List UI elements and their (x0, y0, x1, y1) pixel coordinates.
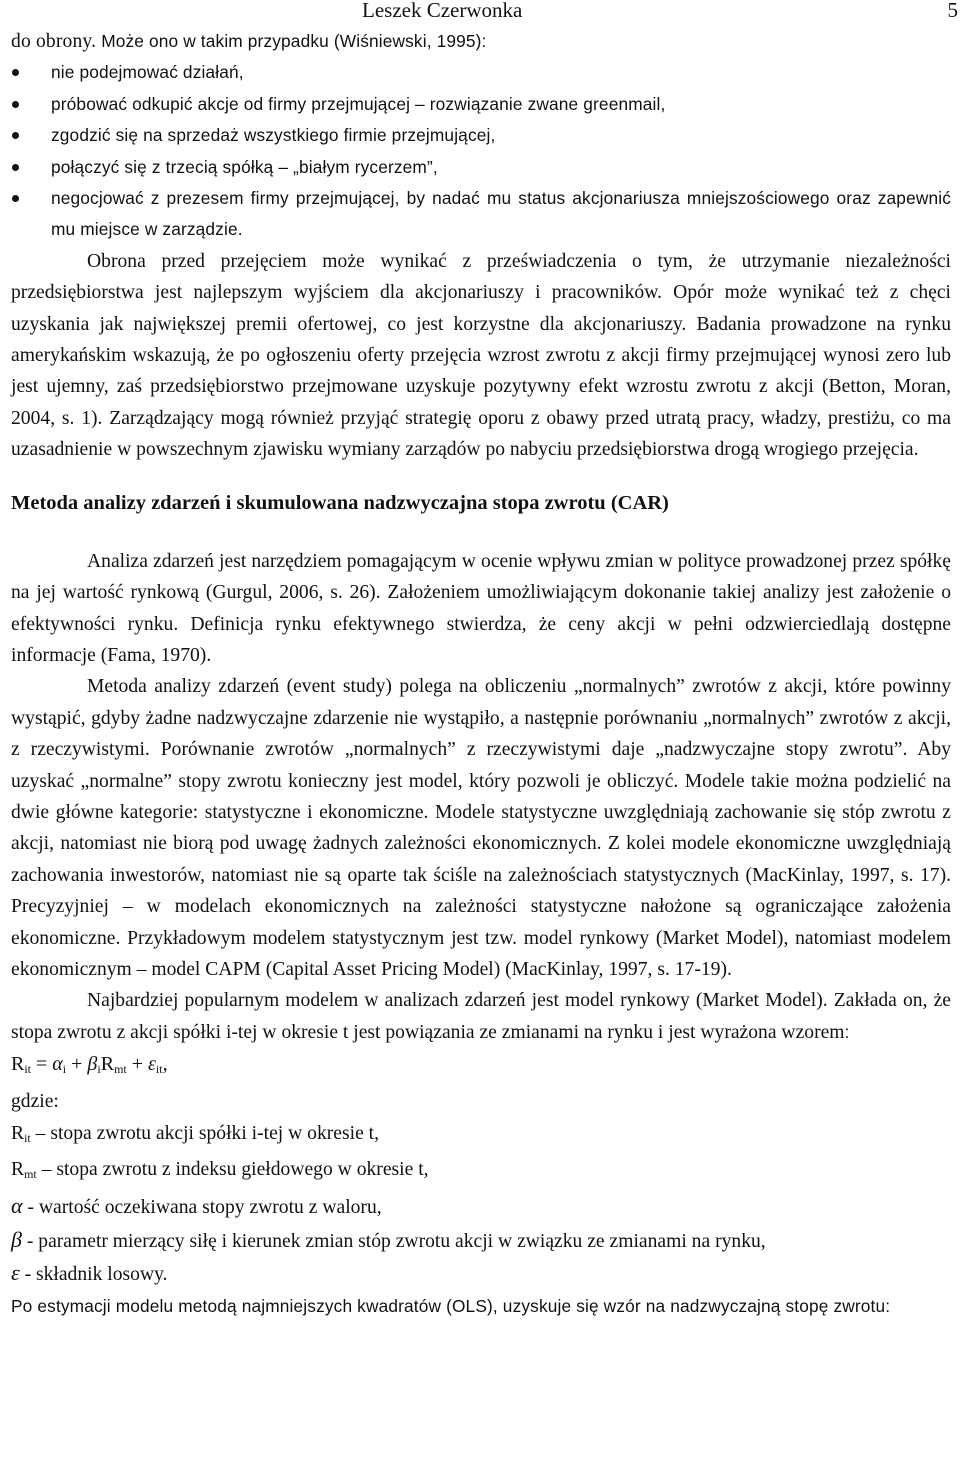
formula-eq: = (31, 1053, 53, 1076)
list-item (11, 89, 951, 120)
bullet-icon (12, 195, 19, 202)
list-item (11, 152, 951, 183)
definition-beta (11, 1224, 951, 1257)
list-item-text: połączyć się z trzecią spółką – „białym rycerzem”, (51, 156, 438, 177)
bullet-icon (12, 69, 19, 76)
definition-text: - składnik losowy. (19, 1264, 168, 1286)
formula-sub-i: i (62, 1062, 67, 1077)
paragraph-obrona: Obrona przed przejęciem może wynikać z przeświadczenia o tym, że utrzymanie niezależności przedsiębiorstwa jest najlepszym wyjściem dla akcjonariuszy i pracowników. Opór może wynikać też z chęci uzyskania jak największej premii ofertowej, co jest korzystne dla akcjonariuszy. Badania prowadzone na rynku amerykańskim wskazują, że po ogłoszeniu oferty przejęcia wzrost zwrotu z akcji firmy przejmującej wynosi zero lub jest ujemny, zaś przedsiębiorstwo przejmowane uzyskuje pozytywny efekt wzrostu zwrotu z akcji (Betton, Moran, 2004, s. 1). Zarządzający mogą również przyjąć strategię oporu z obawy przed utratą pracy, władzy, prestiżu, co ma uzasadnienie w powszechnym zjawisku wymiany zarządów po nabyciu przedsiębiorstwa drogą wrogiego przejęcia. (11, 250, 951, 461)
definition-text: - wartość oczekiwana stopy zwrotu z waloru, (22, 1197, 382, 1219)
intro-sans-text: Może ono w takim przypadku (Wiśniewski, 1995): (101, 31, 487, 51)
section-heading: Metoda analizy zdarzeń i skumulowana nadzwyczajna stopa zwrotu (CAR) (11, 491, 669, 514)
list-item (11, 183, 951, 246)
formula-sub-it: it (24, 1062, 32, 1077)
formula-r2: R (100, 1053, 115, 1076)
epsilon-symbol: ε (11, 1260, 20, 1286)
definition-text: - parametr mierzący siłę i kierunek zmian stóp zwrotu akcji w związku ze zmianami na rynku, (21, 1230, 766, 1252)
header-author: Leszek Czerwonka (362, 0, 523, 22)
running-header (11, 0, 958, 26)
definition-text: – stopa zwrotu akcji spółki i-tej w okresie t, (30, 1122, 380, 1144)
definition-subscript: it (24, 1130, 31, 1145)
definition-symbol: R (11, 1122, 25, 1144)
list-item-text: nie podejmować działań, (51, 62, 244, 83)
formula-beta: β (87, 1053, 98, 1076)
bullet-icon (12, 164, 19, 171)
paragraph-metoda: Metoda analizy zdarzeń (event study) polega na obliczeniu „normalnych” zwrotów z akcji, które powinny wystąpić, gdyby żadne nadzwyczajne zdarzenie nie wystąpiło, a następnie porównaniu „normalnych” zwrotów z akcji, z rzeczywistymi. Porównanie zwrotów „normalnych” z rzeczywistymi daje „nadzwyczajne stopy zwrotu”. Aby uzyskać „normalne” stopy zwrotu konieczny jest model, który pozwoli je obliczyć. Modele takie można podzielić na dwie główne kategorie: statystyczne i ekonomiczne. Modele statystyczne uwzględniają zachowanie się stóp zwrotu z akcji, natomiast nie biorą pod uwagę żadnych zależności ekonomicznych. Z kolei modele ekonomiczne uwzględniają zachowania inwestorów, natomiast nie są oparte tak ściśle na zależnościach statystycznych (MacKinlay, 1997, s. 17). Precyzyjniej – w modelach ekonomicznych na zależności statystyczne nałożone są ograniczające założenia ekonomiczne. Przykładowym modelem statystycznym jest tzw. model rynkowy (Market Model), natomiast modelem ekonomicznym – model CAPM (Capital Asset Pricing Model) (MacKinlay, 1997, s. 17-19). (11, 676, 951, 980)
paragraph-final: Po estymacji modelu metodą najmniejszych kwadratów (OLS), uzyskuje się wzór na nadzwyczajną stopę zwrotu: (11, 1295, 891, 1316)
formula-plus2: + (126, 1053, 149, 1076)
list-item (11, 57, 951, 88)
formula-r: R (11, 1053, 25, 1076)
definition-symbol: R (11, 1159, 25, 1180)
bullet-icon (12, 132, 19, 139)
list-item-text: zgodzić się na sprzedaż wszystkiego firmie przejmującej, (51, 125, 496, 146)
intro-line (11, 26, 951, 57)
paragraph-najbardziej-text: Najbardziej popularnym modelem w analizach zdarzeń jest model rynkowy (Market Model). Zakłada on, że stopa zwrotu z akcji spółki i-tej w okresie t jest powiązania ze zmianami na rynku i jest wyrażona wzorem (11, 990, 951, 1043)
formula-plus: + (66, 1053, 88, 1076)
formula-sub-mt: mt (114, 1062, 127, 1077)
paragraph-analiza: Analiza zdarzeń jest narzędziem pomagającym w ocenie wpływu zmian w polityce prowadzonej przez spółkę na jej wartość rynkową (Gurgul, 2006, s. 26). Założeniem umożliwiającym dokonanie takiej analizy jest założenie o efektywności rynku. Definicja rynku efektywnego stwierdza, że ceny akcji w pełni odzwierciedlają dostępne informacje (Fama, 1970). (11, 550, 951, 666)
market-model-formula (11, 1048, 951, 1086)
formula-epsilon: ε (148, 1053, 156, 1076)
bullet-icon (12, 101, 19, 108)
intro-serif-text: do obrony. (11, 31, 102, 52)
paragraph-najbardziej-colon: : (844, 1021, 850, 1042)
formula-sub-i2: i (97, 1062, 101, 1077)
list-item-text: negocjować z prezesem firmy przejmującej, by nadać mu status akcjonariusza mniejszościowego oraz zapewnić mu miejsce w zarządzie. (51, 188, 951, 240)
formula-alpha: α (52, 1053, 63, 1076)
definition-rit (11, 1118, 951, 1154)
list-item-text: próbować odkupić akcje od firmy przejmującej – rozwiązanie zwane greenmail, (51, 93, 666, 114)
formula-comma: , (162, 1053, 168, 1076)
definition-subscript: mt (24, 1167, 37, 1181)
formula-sub-it2: it (155, 1062, 163, 1077)
definition-alpha (11, 1190, 951, 1223)
definition-epsilon (11, 1257, 951, 1290)
beta-symbol: β (11, 1226, 22, 1252)
alpha-symbol: α (11, 1193, 23, 1219)
list-item (11, 120, 951, 151)
document-page (11, 0, 958, 1322)
gdzie-label: gdzie: (11, 1091, 59, 1113)
paragraph-najbardziej (11, 985, 951, 1048)
definition-rmt (11, 1154, 951, 1190)
page-number: 5 (947, 0, 958, 22)
defense-options-list (11, 57, 951, 245)
definition-text: – stopa zwrotu z indeksu giełdowego w okresie t, (36, 1159, 429, 1180)
